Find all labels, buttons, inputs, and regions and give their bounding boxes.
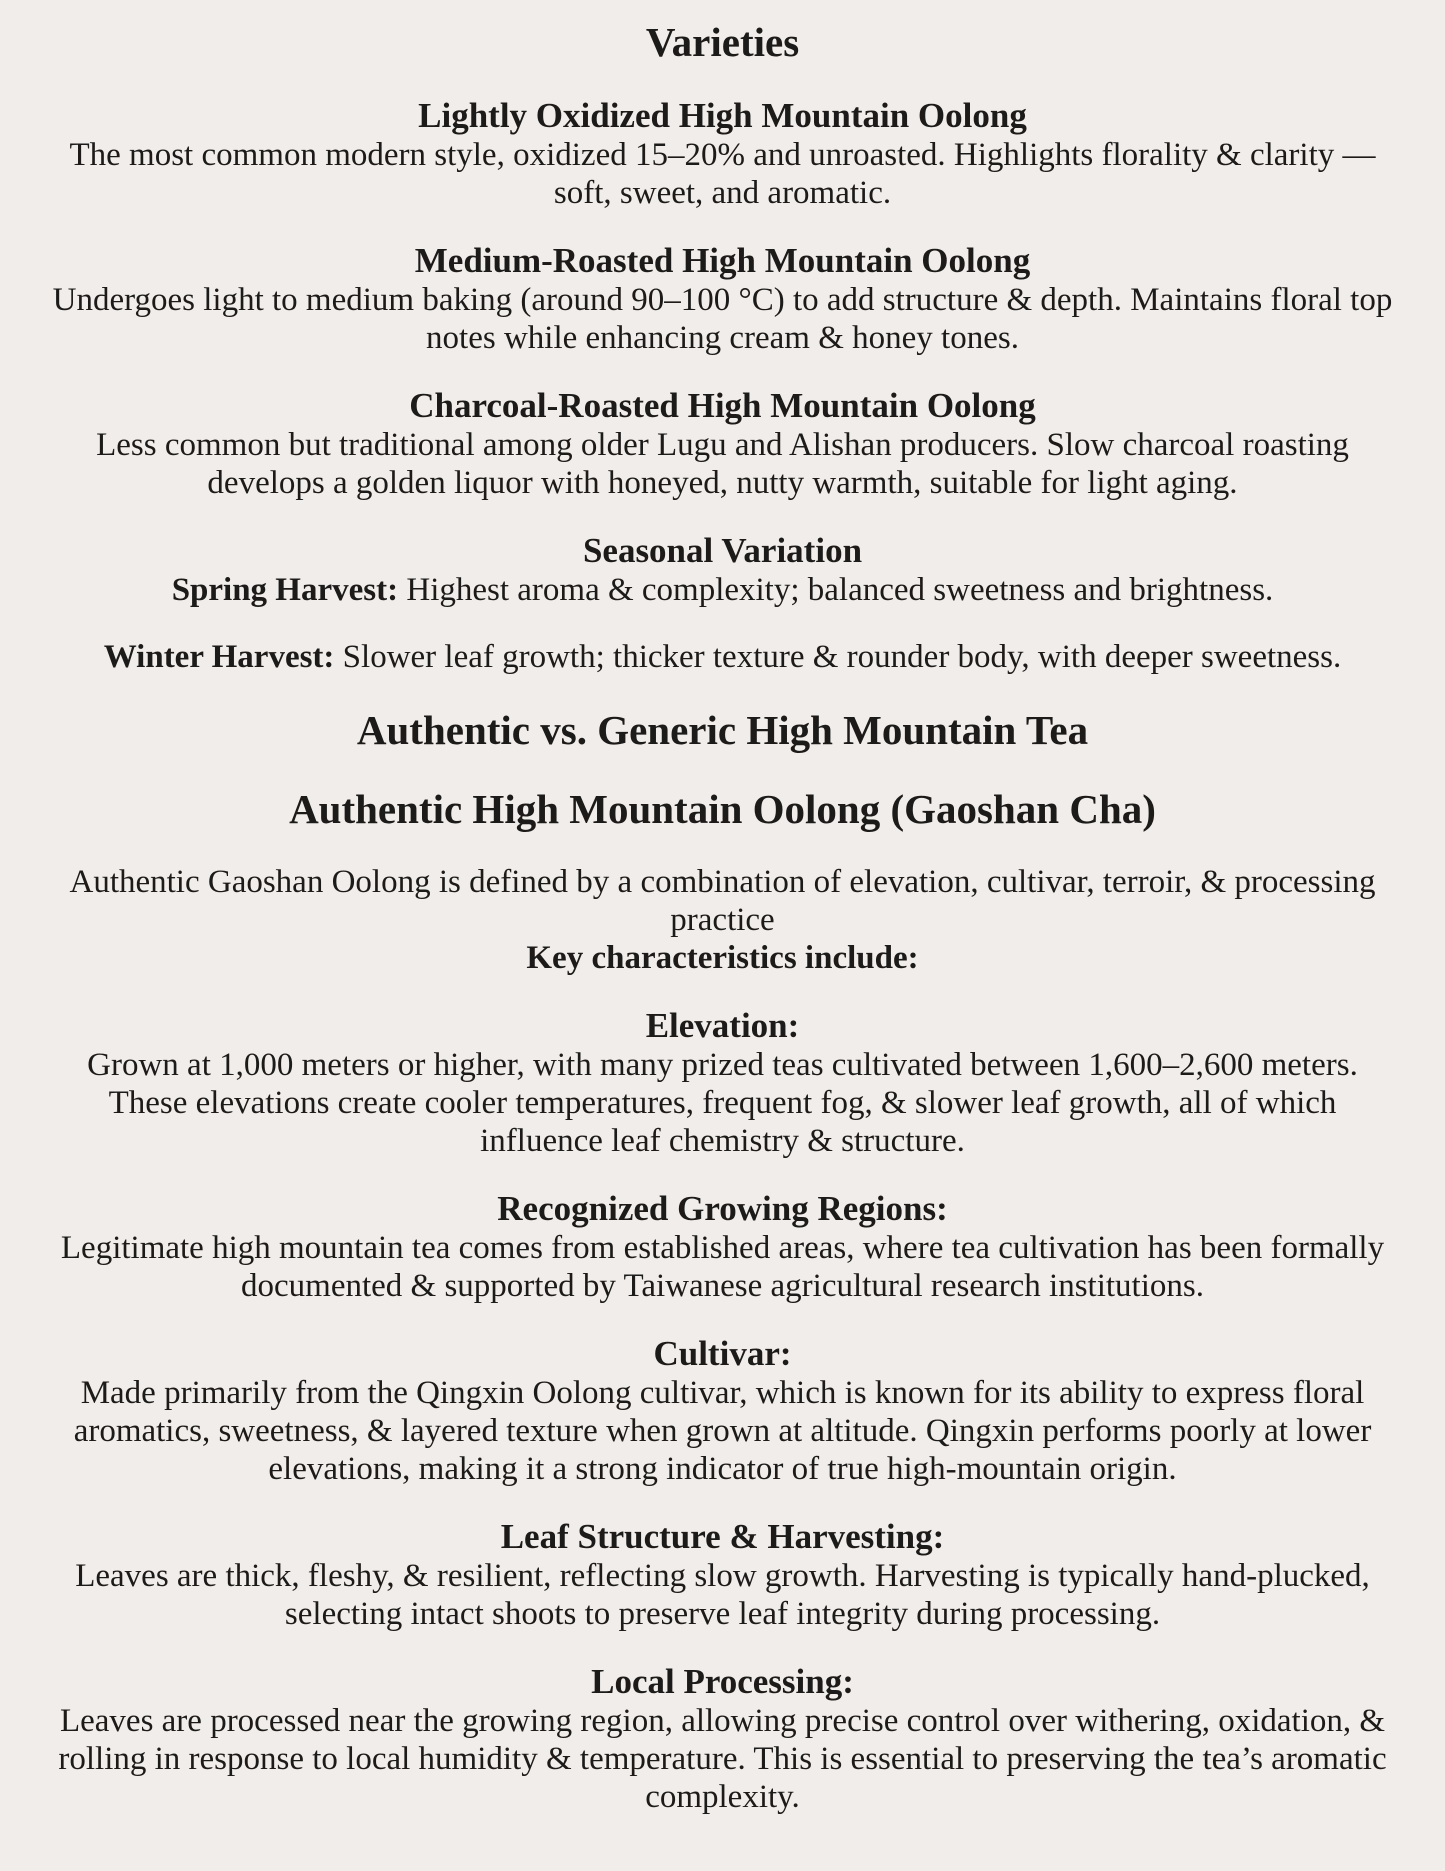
characteristic-cultivar xyxy=(50,1334,1395,1488)
variety-section-charcoal-roasted xyxy=(50,386,1395,502)
variety-paragraph: The most common modern style, oxidized 15–20% and unroasted. Highlights florality & clarity — soft, sweet, and aromatic. xyxy=(69,137,1376,211)
characteristic-heading: Recognized Growing Regions: xyxy=(497,1189,948,1228)
authentic-gaoshan-heading-block xyxy=(50,784,1395,834)
characteristic-growing-regions xyxy=(50,1189,1395,1305)
characteristic-heading: Cultivar: xyxy=(653,1334,792,1373)
characteristic-paragraph: Legitimate high mountain tea comes from established areas, where tea cultivation has been formally documented & supported by Taiwanese agricultural research institutions. xyxy=(60,1230,1385,1304)
document-page xyxy=(50,0,1395,1816)
characteristic-paragraph: Made primarily from the Qingxin Oolong cultivar, which is known for its ability to express floral aromatics, sweetness, & layered texture when grown at altitude. Qingxin performs poorly at lower elevations, making it a strong indicator of true high-mountain origin. xyxy=(73,1375,1372,1487)
characteristic-heading: Leaf Structure & Harvesting: xyxy=(500,1517,945,1556)
winter-harvest-block xyxy=(50,638,1395,676)
characteristic-paragraph: Leaves are processed near the growing region, allowing precise control over withering, oxidation, & rolling in response to local humidity & temperature. This is essential to preserving the tea’s aromatic complexity. xyxy=(58,1703,1387,1815)
winter-harvest-label: Winter Harvest: xyxy=(103,639,335,675)
variety-section-lightly-oxidized xyxy=(50,96,1395,212)
authentic-intro-block xyxy=(50,863,1395,977)
characteristic-elevation xyxy=(50,1006,1395,1160)
spring-harvest-label: Spring Harvest: xyxy=(171,572,399,608)
variety-heading: Lightly Oxidized High Mountain Oolong xyxy=(418,96,1027,135)
page-title: Varieties xyxy=(645,19,800,65)
seasonal-variation-section xyxy=(50,531,1395,609)
variety-heading: Medium-Roasted High Mountain Oolong xyxy=(414,241,1031,280)
characteristic-paragraph: Grown at 1,000 meters or higher, with many prized teas cultivated between 1,600–2,600 meters. These elevations create cooler temperatures, frequent fog, & slower leaf growth, all of which influence leaf chemistry & structure. xyxy=(87,1047,1358,1159)
spring-harvest-text: Highest aroma & complexity; balanced sweetness and brightness. xyxy=(406,572,1274,608)
characteristic-leaf-structure xyxy=(50,1517,1395,1633)
winter-harvest-line xyxy=(50,638,1395,676)
characteristic-heading: Local Processing: xyxy=(591,1662,854,1701)
characteristic-heading: Elevation: xyxy=(645,1006,800,1045)
variety-paragraph: Undergoes light to medium baking (around 90–100 °C) to add structure & depth. Maintains floral top notes while enhancing cream & honey tones. xyxy=(52,282,1393,356)
variety-heading: Charcoal-Roasted High Mountain Oolong xyxy=(409,386,1036,425)
key-characteristics-line: Key characteristics include: xyxy=(526,940,919,976)
authentic-vs-generic-heading-block xyxy=(50,705,1395,755)
authentic-intro-paragraph: Authentic Gaoshan Oolong is defined by a combination of elevation, cultivar, terroir, & processing practice xyxy=(69,864,1376,938)
characteristic-local-processing xyxy=(50,1662,1395,1816)
section-heading: Authentic vs. Generic High Mountain Tea xyxy=(356,707,1089,753)
section-subheading: Authentic High Mountain Oolong (Gaoshan Cha) xyxy=(289,786,1156,832)
variety-paragraph: Less common but traditional among older Lugu and Alishan producers. Slow charcoal roasting develops a golden liquor with honeyed, nutty warmth, suitable for light aging. xyxy=(96,427,1349,501)
seasonal-heading: Seasonal Variation xyxy=(582,531,863,570)
variety-section-medium-roasted xyxy=(50,241,1395,357)
characteristic-paragraph: Leaves are thick, fleshy, & resilient, reflecting slow growth. Harvesting is typically hand-plucked, selecting intact shoots to preserve leaf integrity during processing. xyxy=(75,1558,1370,1632)
spring-harvest-line xyxy=(50,571,1395,609)
winter-harvest-text: Slower leaf growth; thicker texture & rounder body, with deeper sweetness. xyxy=(342,639,1342,675)
